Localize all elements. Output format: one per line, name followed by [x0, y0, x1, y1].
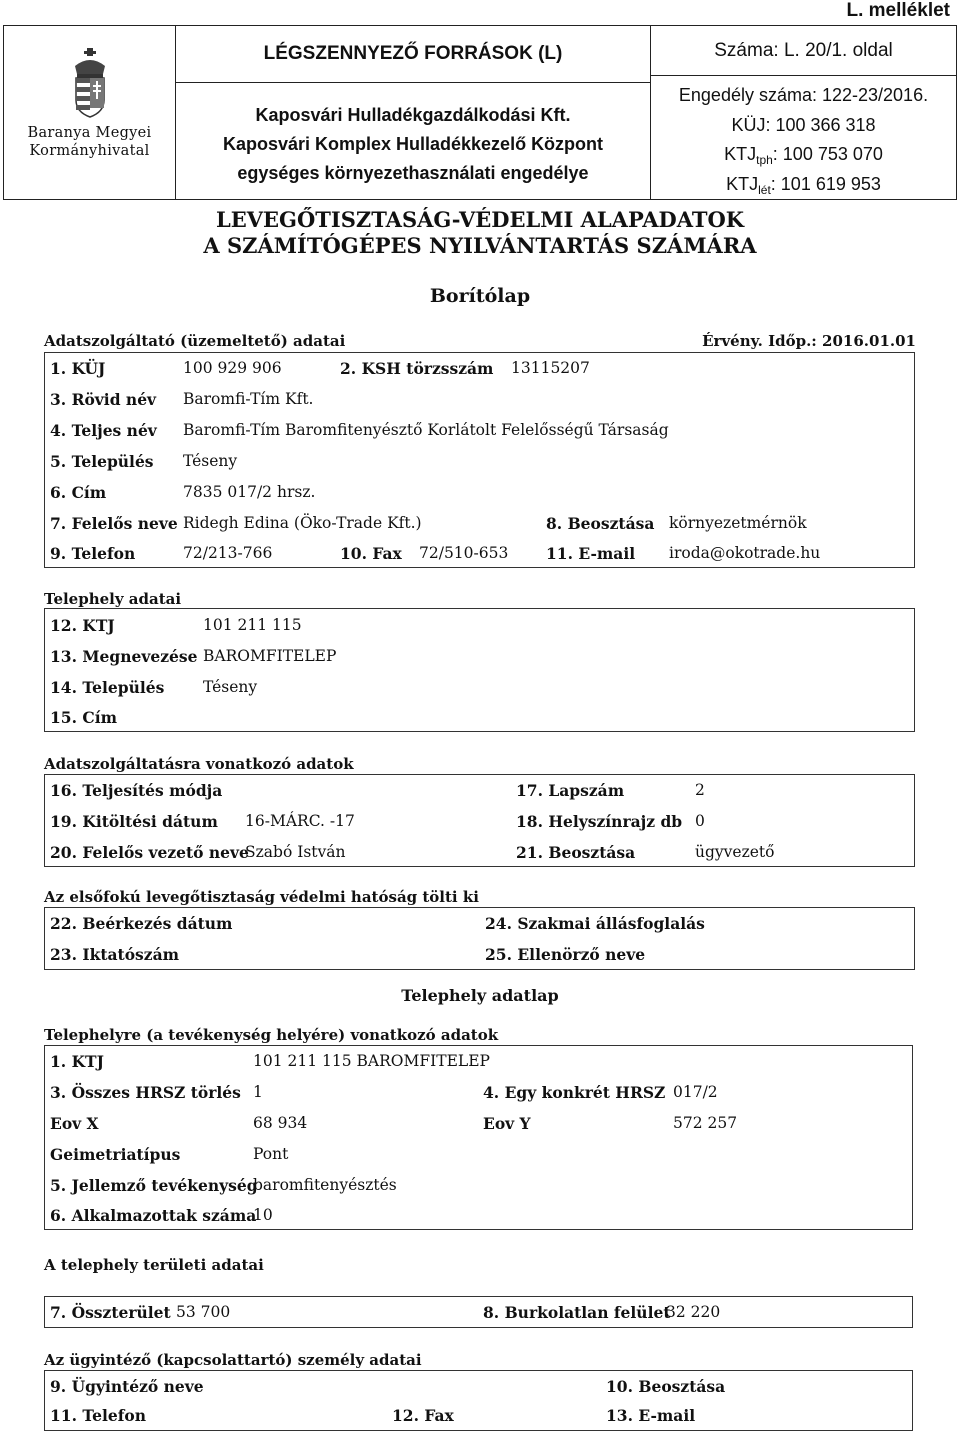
area-caption: A telephely területi adatai — [44, 1256, 264, 1274]
hrsz-delete-label: 3. Összes HRSZ törlés — [50, 1083, 241, 1102]
responsible-value: Ridegh Edina (Öko-Trade Kft.) — [183, 514, 422, 532]
manager-position-label: 21. Beosztása — [516, 843, 636, 862]
eov-y-label: Eov Y — [483, 1114, 531, 1133]
service-caption: Adatszolgáltatásra vonatkozó adatok — [44, 755, 354, 773]
employees-value: 10 — [253, 1206, 273, 1224]
activity-ktj-value: 101 211 115 BAROMFITELEP — [253, 1052, 490, 1070]
site-caption: Telephely adatai — [44, 590, 182, 608]
authority-logo-cell — [4, 26, 176, 199]
service-box — [44, 774, 915, 867]
site-box — [44, 608, 915, 732]
ktj-let-number: $KTJ_{lét}$: 101 619 953 — [726, 173, 881, 197]
clerk-fax-label: 12. Fax — [392, 1406, 454, 1425]
site-maps-label: 18. Helyszínrajz db — [516, 812, 683, 831]
main-title-line1: LEVEGŐTISZTASÁG-VÉDELMI ALAPADATOK — [215, 207, 745, 232]
unpaved-area-value: 32 220 — [666, 1303, 721, 1321]
pages-label: 17. Lapszám — [516, 781, 625, 800]
site-ktj-value: 101 211 115 — [203, 616, 302, 634]
employees-label: 6. Alkalmazottak száma — [50, 1206, 257, 1225]
town-label: 5. Település — [50, 452, 154, 471]
file-number-label: 23. Iktatószám — [50, 945, 180, 964]
authority-caption: Az elsőfokú levegőtisztaság védelmi hatóság tölti ki — [44, 888, 479, 906]
manager-label: 20. Felelős vezető neve — [50, 843, 249, 862]
authority-box — [44, 907, 915, 970]
kuj-label: 1. KÜJ — [50, 359, 106, 378]
manager-value: Szabó István — [245, 843, 346, 861]
fill-date-label: 19. Kitöltési dátum — [50, 812, 218, 831]
phone-value: 72/213-766 — [183, 544, 273, 562]
logo-text-county: Baranya Megyei — [27, 125, 152, 141]
site-name-label: 13. Megnevezése — [50, 647, 198, 666]
site-ktj-label: 12. KTJ — [50, 616, 115, 635]
pages-value: 2 — [695, 781, 705, 799]
email-label: 11. E-mail — [546, 544, 636, 563]
logo-text-office: Kormányhivatal — [29, 143, 150, 159]
arrival-date-label: 22. Beérkezés dátum — [50, 914, 233, 933]
kuj-number: KÜJ: 100 366 318 — [731, 114, 876, 135]
annex-label: L. melléklet — [846, 0, 950, 21]
total-area-label: 7. Összterület — [50, 1303, 171, 1322]
company-line: Kaposvári Hulladékgazdálkodási Kft. — [255, 104, 571, 125]
activity-type-value: baromfitenyésztés — [253, 1176, 397, 1194]
ksh-value: 13115207 — [511, 359, 590, 377]
email-value: iroda@okotrade.hu — [669, 544, 821, 562]
ktj-tph-number: $KTJ_{tph}$: 100 753 070 — [724, 144, 883, 167]
contact-caption: Az ügyintéző (kapcsolattartó) személy adatai — [44, 1351, 422, 1369]
clerk-name-label: 9. Ügyintéző neve — [50, 1377, 204, 1396]
site-sheet-title: Telephely adatlap — [401, 986, 559, 1005]
form-title: LÉGSZENNYEZŐ FORRÁSOK (L) — [176, 26, 650, 83]
address-value: 7835 017/2 hrsz. — [183, 483, 316, 501]
phone-label: 9. Telefon — [50, 544, 136, 563]
short-name-label: 3. Rövid név — [50, 390, 157, 409]
hrsz-specific-value: 017/2 — [673, 1083, 718, 1101]
geometry-label: Geimetriatípus — [50, 1145, 181, 1164]
unpaved-area-label: 8. Burkolatlan felület — [483, 1303, 671, 1322]
opinion-label: 24. Szakmai állásfoglalás — [485, 914, 705, 933]
provider-caption: Adatszolgáltató (üzemeltető) adatai — [44, 332, 346, 350]
fill-date-value: 16-MÁRC. -17 — [245, 812, 355, 830]
clerk-phone-label: 11. Telefon — [50, 1406, 147, 1425]
fax-value: 72/510-653 — [419, 544, 509, 562]
manager-position-value: ügyvezető — [695, 843, 775, 861]
eov-x-value: 68 934 — [253, 1114, 308, 1132]
company-line: Kaposvári Komplex Hulladékkezelő Központ — [222, 133, 604, 154]
full-name-value: Baromfi-Tím Baromfitenyésztő Korlátolt Felelősségű Társaság — [183, 421, 669, 439]
site-town-label: 14. Település — [50, 678, 165, 697]
ksh-label: 2. KSH törzsszám — [340, 359, 494, 378]
site-maps-value: 0 — [695, 812, 705, 830]
position-value: környezetmérnök — [669, 514, 807, 532]
site-name-value: BAROMFITELEP — [203, 647, 337, 665]
checker-label: 25. Ellenörző neve — [485, 945, 646, 964]
short-name-value: Baromfi-Tím Kft. — [183, 390, 314, 408]
clerk-email-label: 13. E-mail — [606, 1406, 696, 1425]
position-label: 8. Beosztása — [546, 514, 655, 533]
clerk-position-label: 10. Beosztása — [606, 1377, 726, 1396]
validity-date: Érvény. Időp.: 2016.01.01 — [702, 332, 916, 350]
document-header — [3, 25, 957, 200]
activity-caption: Telephelyre (a tevékenység helyére) vonatkozó adatok — [44, 1026, 499, 1044]
geometry-value: Pont — [253, 1145, 289, 1163]
main-title-line2: A SZÁMÍTÓGÉPES NYILVÁNTARTÁS SZÁMÁRA — [203, 233, 757, 258]
hungarian-coat-of-arms-icon — [70, 48, 110, 118]
kuj-value: 100 929 906 — [183, 359, 282, 377]
full-name-label: 4. Teljes név — [50, 421, 157, 440]
contact-box — [44, 1370, 913, 1431]
town-value: Téseny — [183, 452, 238, 470]
site-town-value: Téseny — [203, 678, 258, 696]
activity-type-label: 5. Jellemző tevékenység — [50, 1176, 258, 1195]
provider-box — [44, 352, 915, 568]
company-block — [176, 83, 650, 199]
activity-ktj-label: 1. KTJ — [50, 1052, 104, 1071]
company-line: egységes környezethasználati engedélye — [237, 162, 589, 183]
cover-title: Borítólap — [429, 285, 531, 307]
hrsz-delete-value: 1 — [253, 1083, 263, 1101]
identifier-block — [651, 76, 956, 199]
site-address-label: 15. Cím — [50, 708, 117, 727]
eov-x-label: Eov X — [50, 1114, 99, 1133]
activity-box — [44, 1045, 913, 1230]
total-area-value: 53 700 — [176, 1303, 231, 1321]
area-box — [44, 1296, 913, 1328]
page-reference: Száma: L. 20/1. oldal — [651, 26, 956, 76]
hrsz-specific-label: 4. Egy konkrét HRSZ — [483, 1083, 666, 1102]
responsible-label: 7. Felelős neve — [50, 514, 178, 533]
address-label: 6. Cím — [50, 483, 107, 502]
fax-label: 10. Fax — [340, 544, 402, 563]
mode-label: 16. Teljesítés módja — [50, 781, 223, 800]
permit-number: Engedély száma: 122-23/2016. — [678, 85, 929, 105]
eov-y-value: 572 257 — [673, 1114, 738, 1132]
